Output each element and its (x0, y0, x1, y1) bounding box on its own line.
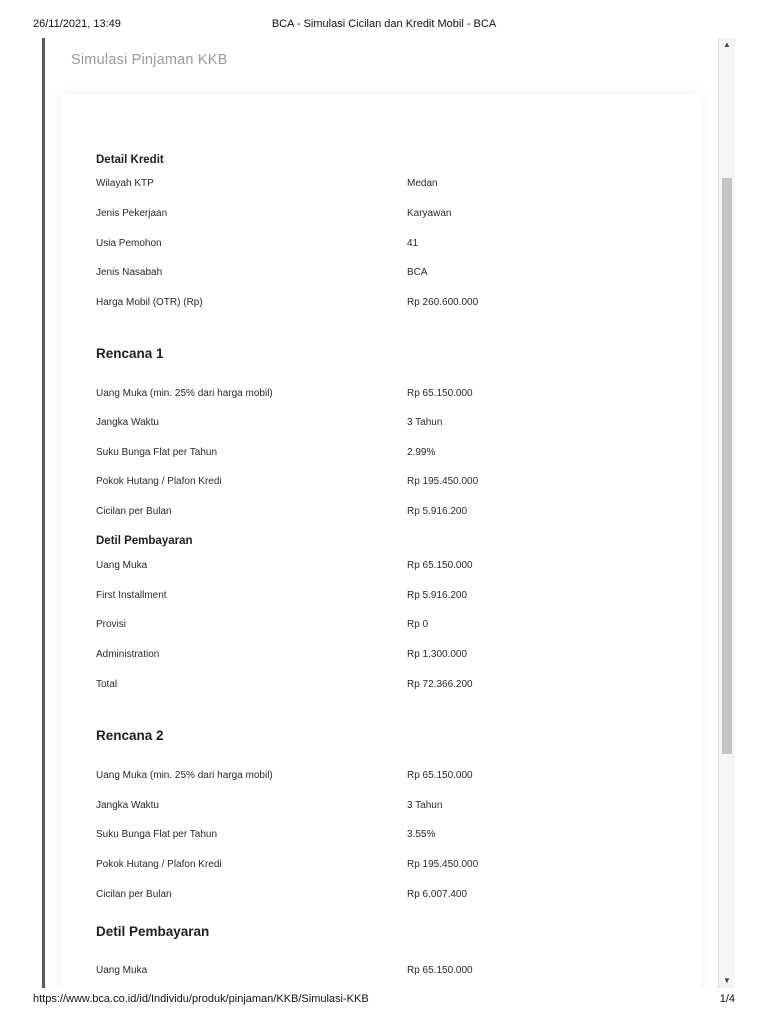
rencana-1-heading: Rencana 1 (96, 346, 164, 361)
row-label: Usia Pemohon (96, 238, 162, 249)
plan-row (96, 800, 716, 816)
row-value: Rp 1.300.000 (407, 649, 468, 660)
payment-row (96, 560, 716, 576)
row-label: Jenis Pekerjaan (96, 208, 168, 219)
row-label: Wilayah KTP (96, 178, 154, 189)
row-value: 3 Tahun (407, 800, 443, 811)
plan-row (96, 889, 716, 905)
row-label: Uang Muka (min. 25% dari harga mobil) (96, 770, 273, 781)
row-value: Rp 65.150.000 (407, 560, 473, 571)
row-label: Harga Mobil (OTR) (Rp) (96, 297, 203, 308)
payment-row (96, 590, 716, 606)
print-page-number: 1/4 (719, 993, 735, 1005)
page-content (42, 38, 717, 988)
print-header (0, 18, 768, 32)
plan-row (96, 770, 716, 786)
row-value: Rp 5.916.200 (407, 590, 468, 601)
detail-row (96, 238, 716, 254)
detail-row (96, 178, 716, 194)
plan-row (96, 859, 716, 875)
plan-row (96, 476, 716, 492)
row-value: Karyawan (407, 208, 452, 219)
row-label: Pokok Hutang / Plafon Kredi (96, 859, 222, 870)
row-label: Uang Muka (min. 25% dari harga mobil) (96, 388, 273, 399)
page-title: Simulasi Pinjaman KKB (71, 52, 228, 68)
plan-row (96, 447, 716, 463)
row-label: Pokok Hutang / Plafon Kredi (96, 476, 222, 487)
detail-kredit-heading: Detail Kredit (96, 154, 164, 166)
plan-row (96, 388, 716, 404)
row-value: Rp 65.150.000 (407, 388, 473, 399)
row-value: 2.99% (407, 447, 436, 458)
row-label: Jangka Waktu (96, 800, 159, 811)
print-datetime: 26/11/2021, 13:49 (33, 18, 121, 30)
detil-pembayaran-1-heading: Detil Pembayaran (96, 535, 193, 547)
print-footer (0, 993, 768, 1007)
row-label: Total (96, 679, 118, 690)
row-value: Rp 72.366.200 (407, 679, 473, 690)
row-label: Suku Bunga Flat per Tahun (96, 447, 218, 458)
row-label: Uang Muka (96, 560, 148, 571)
row-value: Rp 5.916.200 (407, 506, 468, 517)
scrollbar-thumb[interactable] (722, 178, 732, 754)
row-value: 41 (407, 238, 419, 249)
detail-row (96, 208, 716, 224)
rencana-2-heading: Rencana 2 (96, 728, 164, 743)
print-url: https://www.bca.co.id/id/Individu/produk/pinjaman/KKB/Simulasi-KKB (33, 993, 369, 1005)
row-value: 3.55% (407, 829, 436, 840)
plan-row (96, 506, 716, 522)
plan-row (96, 829, 716, 845)
simulation-result-card (61, 94, 701, 988)
payment-row (96, 619, 716, 635)
print-page-title: BCA - Simulasi Cicilan dan Kredit Mobil - BCA (271, 18, 497, 30)
row-value: Rp 195.450.000 (407, 476, 479, 487)
row-value: Rp 260.600.000 (407, 297, 479, 308)
vertical-scrollbar[interactable] (718, 38, 735, 988)
row-label: Cicilan per Bulan (96, 889, 172, 900)
row-label: Jenis Nasabah (96, 267, 163, 278)
detail-row (96, 297, 716, 313)
row-value: Rp 65.150.000 (407, 770, 473, 781)
row-label: Uang Muka (96, 965, 148, 976)
scroll-up-arrow-icon[interactable]: ▲ (723, 40, 731, 49)
plan-row (96, 417, 716, 433)
row-value: BCA (407, 267, 428, 278)
row-label: Suku Bunga Flat per Tahun (96, 829, 218, 840)
scroll-down-arrow-icon[interactable]: ▼ (723, 976, 731, 985)
detail-row (96, 267, 716, 283)
detil-pembayaran-2-heading: Detil Pembayaran (96, 924, 210, 939)
payment-row (96, 679, 716, 695)
row-value: Medan (407, 178, 438, 189)
row-value: Rp 65.150.000 (407, 965, 473, 976)
row-value: Rp 0 (407, 619, 429, 630)
row-label: First Installment (96, 590, 167, 601)
row-value: Rp 6.007.400 (407, 889, 468, 900)
row-label: Administration (96, 649, 160, 660)
payment-row (96, 965, 716, 981)
row-value: 3 Tahun (407, 417, 443, 428)
row-label: Cicilan per Bulan (96, 506, 172, 517)
payment-row (96, 649, 716, 665)
row-label: Provisi (96, 619, 127, 630)
row-value: Rp 195.450.000 (407, 859, 479, 870)
row-label: Jangka Waktu (96, 417, 159, 428)
